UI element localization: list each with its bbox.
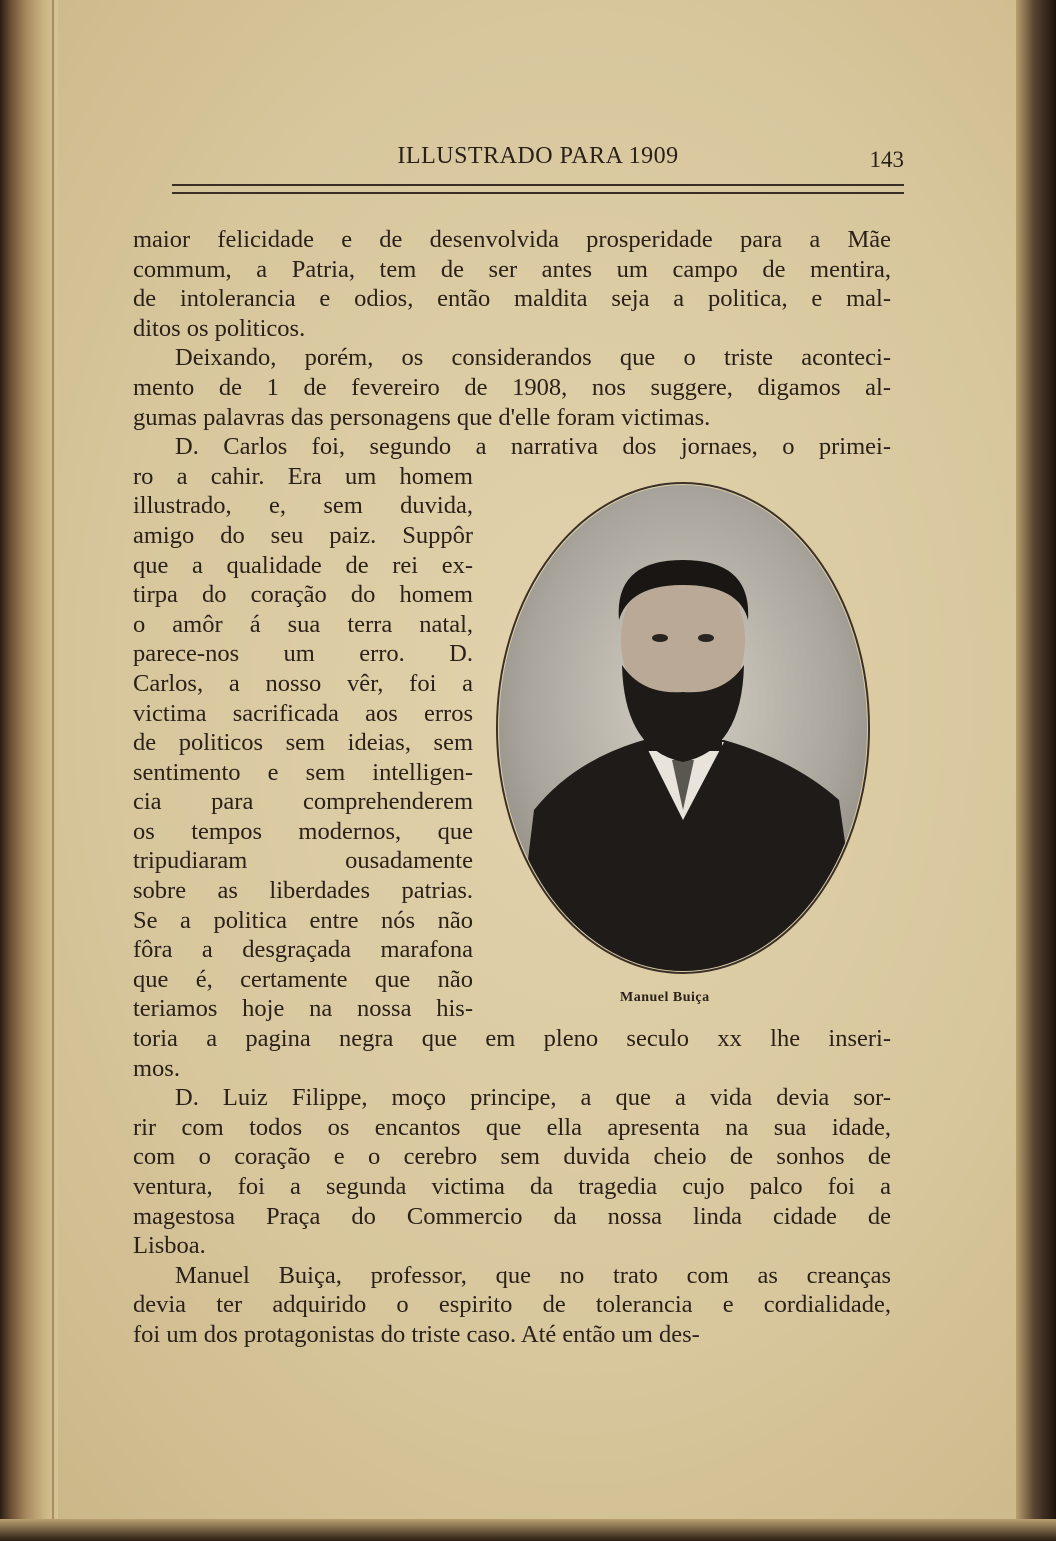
running-title: ILLUSTRADO PARA 1909: [397, 143, 679, 169]
text-line: cia para comprehenderem: [133, 788, 473, 816]
paragraph: [133, 1261, 891, 1350]
text-line: D. Carlos foi, segundo a narrativa dos jornaes, o primei-: [175, 433, 891, 461]
header-double-rule: [172, 184, 904, 194]
text-line: Carlos, a nosso vêr, foi a: [133, 669, 473, 697]
text-line: fôra a desgraçada marafona: [133, 936, 473, 964]
text-line: com o coração e o cerebro sem duvida cheio de sonhos de: [133, 1143, 891, 1171]
text-line: magestosa Praça do Commercio da nossa linda cidade de: [133, 1202, 891, 1230]
text-line: amigo do seu paiz. Suppôr: [133, 521, 473, 549]
text-line: que é, certamente que não: [133, 965, 473, 993]
portrait-photo: [494, 480, 872, 976]
running-header: [172, 143, 904, 179]
text-line: parece-nos um erro. D.: [133, 640, 473, 668]
text-line: tripudiaram ousadamente: [133, 847, 473, 875]
text-line: mos.: [133, 1054, 180, 1082]
text-line: que a qualidade de rei ex-: [133, 551, 473, 579]
text-line: Se a politica entre nós não: [133, 906, 473, 934]
text-line: tirpa do coração do homem: [133, 581, 473, 609]
paragraph: [133, 1083, 891, 1261]
text-line: commum, a Patria, tem de ser antes um campo de mentira,: [133, 255, 891, 283]
text-line: ditos os politicos.: [133, 314, 306, 342]
text-line: de intolerancia e odios, então maldita seja a politica, e mal-: [133, 285, 891, 313]
text-line: foi um dos protagonistas do triste caso. Até então um des-: [133, 1320, 700, 1348]
text-line: mento de 1 de fevereiro de 1908, nos suggere, digamos al-: [133, 373, 891, 401]
text-line: os tempos modernos, que: [133, 817, 473, 845]
text-line: sobre as liberdades patrias.: [133, 877, 473, 905]
page-number: 143: [869, 147, 904, 172]
text-line: de politicos sem ideias, sem: [133, 729, 473, 757]
text-line: victima sacrificada aos erros: [133, 699, 473, 727]
page-right-edge: [1016, 0, 1056, 1541]
text-line: Lisboa.: [133, 1232, 206, 1260]
text-line: o amôr á sua terra natal,: [133, 610, 473, 638]
paragraph: [133, 225, 891, 343]
text-line: sentimento e sem intelligen-: [133, 758, 473, 786]
text-line: ventura, foi a segunda victima da tragedia cujo palco foi a: [133, 1173, 891, 1200]
text-line: maior felicidade e de desenvolvida prosperidade para a Mãe: [133, 226, 891, 253]
paragraph: [133, 343, 891, 432]
figure-caption: Manuel Buiça: [620, 990, 710, 1005]
text-line: devia ter adquirido o espirito de tolerancia e cordialidade,: [133, 1291, 891, 1319]
text-line: teriamos hoje na nossa his-: [133, 995, 473, 1023]
text-line: toria a pagina negra que em pleno seculo xx lhe inseri-: [133, 1025, 891, 1053]
text-line: gumas palavras das personagens que d'elle foram victimas.: [133, 403, 711, 431]
text-line: D. Luiz Filippe, moço principe, a que a vida devia sor-: [175, 1084, 891, 1112]
text-line: rir com todos os encantos que ella apresenta na sua idade,: [133, 1113, 891, 1141]
page-bottom-edge: [0, 1519, 1056, 1541]
binding-crease: [52, 0, 54, 1541]
text-line: illustrado, e, sem duvida,: [133, 492, 473, 520]
text-line: ro a cahir. Era um homem: [133, 462, 473, 490]
book-binding-edge: [0, 0, 58, 1541]
text-line: Manuel Buiça, professor, que no trato com as creanças: [175, 1261, 891, 1289]
text-line: Deixando, porém, os considerandos que o triste aconteci-: [175, 344, 891, 372]
